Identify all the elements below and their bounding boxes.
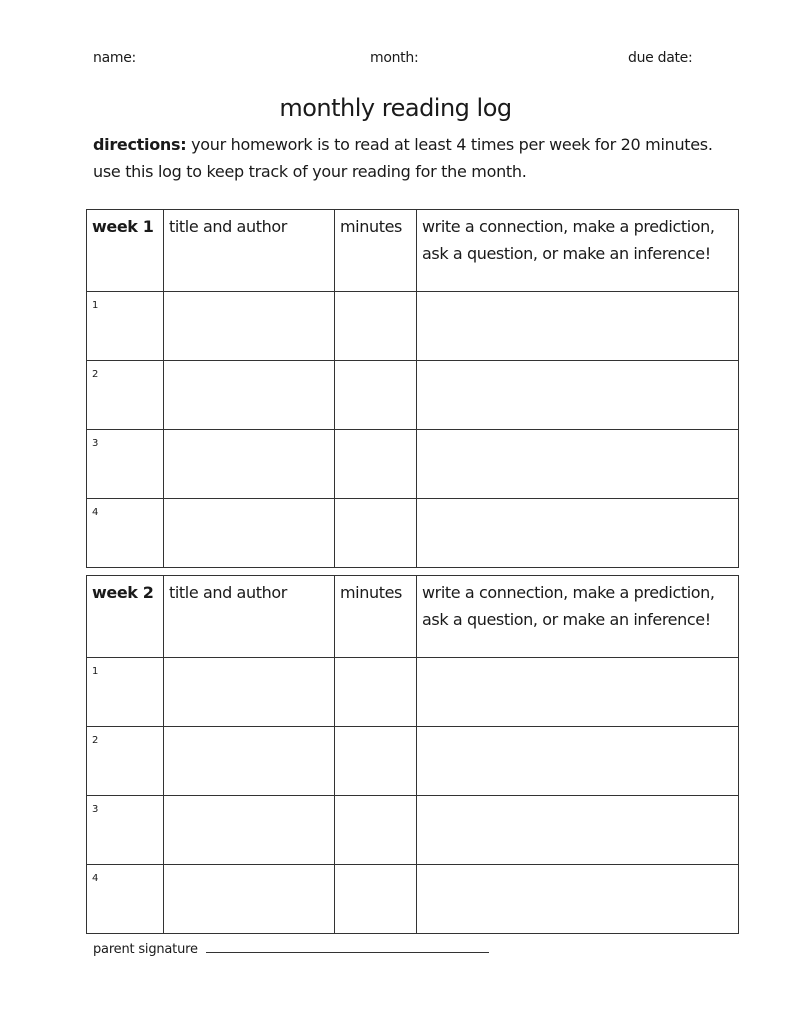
parent-signature-label: parent signature [93, 942, 198, 957]
response-cell[interactable] [417, 361, 739, 430]
parent-signature-line[interactable] [206, 940, 489, 953]
column-header-minutes: minutes [335, 576, 417, 658]
response-cell[interactable] [417, 658, 739, 727]
response-cell[interactable] [417, 292, 739, 361]
day-number: 4 [87, 499, 164, 568]
table-row [87, 796, 739, 865]
directions-paragraph [93, 131, 733, 185]
minutes-cell[interactable] [335, 430, 417, 499]
title-author-cell[interactable] [164, 499, 335, 568]
column-header-title-author: title and author [164, 576, 335, 658]
week-label: week 2 [87, 576, 164, 658]
name-field-label: name: [93, 50, 136, 66]
response-cell[interactable] [417, 796, 739, 865]
day-number: 2 [87, 361, 164, 430]
table-row [87, 361, 739, 430]
day-number: 3 [87, 430, 164, 499]
column-header-title-author: title and author [164, 210, 335, 292]
response-cell[interactable] [417, 727, 739, 796]
minutes-cell[interactable] [335, 865, 417, 934]
directions-text: your homework is to read at least 4 times per week for 20 minutes. use this log to keep track of your reading for the month. [93, 135, 713, 181]
week-label: week 1 [87, 210, 164, 292]
table-header-row [87, 210, 739, 292]
due-date-field-label: due date: [628, 50, 693, 66]
day-number: 1 [87, 658, 164, 727]
response-cell[interactable] [417, 430, 739, 499]
parent-signature [93, 940, 489, 957]
page-title: monthly reading log [279, 94, 512, 122]
title-author-cell[interactable] [164, 658, 335, 727]
day-number: 1 [87, 292, 164, 361]
title-author-cell[interactable] [164, 430, 335, 499]
response-cell[interactable] [417, 865, 739, 934]
response-cell[interactable] [417, 499, 739, 568]
table-row [87, 292, 739, 361]
week-1-log-table [86, 209, 739, 568]
table-row [87, 658, 739, 727]
minutes-cell[interactable] [335, 727, 417, 796]
week-2-log-table [86, 575, 739, 934]
title-author-cell[interactable] [164, 796, 335, 865]
title-author-cell[interactable] [164, 361, 335, 430]
directions-label: directions: [93, 135, 187, 154]
table-row [87, 727, 739, 796]
day-number: 3 [87, 796, 164, 865]
minutes-cell[interactable] [335, 499, 417, 568]
title-author-cell[interactable] [164, 292, 335, 361]
column-header-response: write a connection, make a prediction, ask a question, or make an inference! [417, 576, 739, 658]
title-author-cell[interactable] [164, 727, 335, 796]
minutes-cell[interactable] [335, 796, 417, 865]
title-author-cell[interactable] [164, 865, 335, 934]
month-field-label: month: [370, 50, 419, 66]
table-row [87, 865, 739, 934]
table-row [87, 499, 739, 568]
minutes-cell[interactable] [335, 292, 417, 361]
day-number: 2 [87, 727, 164, 796]
table-row [87, 430, 739, 499]
minutes-cell[interactable] [335, 658, 417, 727]
column-header-minutes: minutes [335, 210, 417, 292]
day-number: 4 [87, 865, 164, 934]
minutes-cell[interactable] [335, 361, 417, 430]
table-header-row [87, 576, 739, 658]
column-header-response: write a connection, make a prediction, ask a question, or make an inference! [417, 210, 739, 292]
